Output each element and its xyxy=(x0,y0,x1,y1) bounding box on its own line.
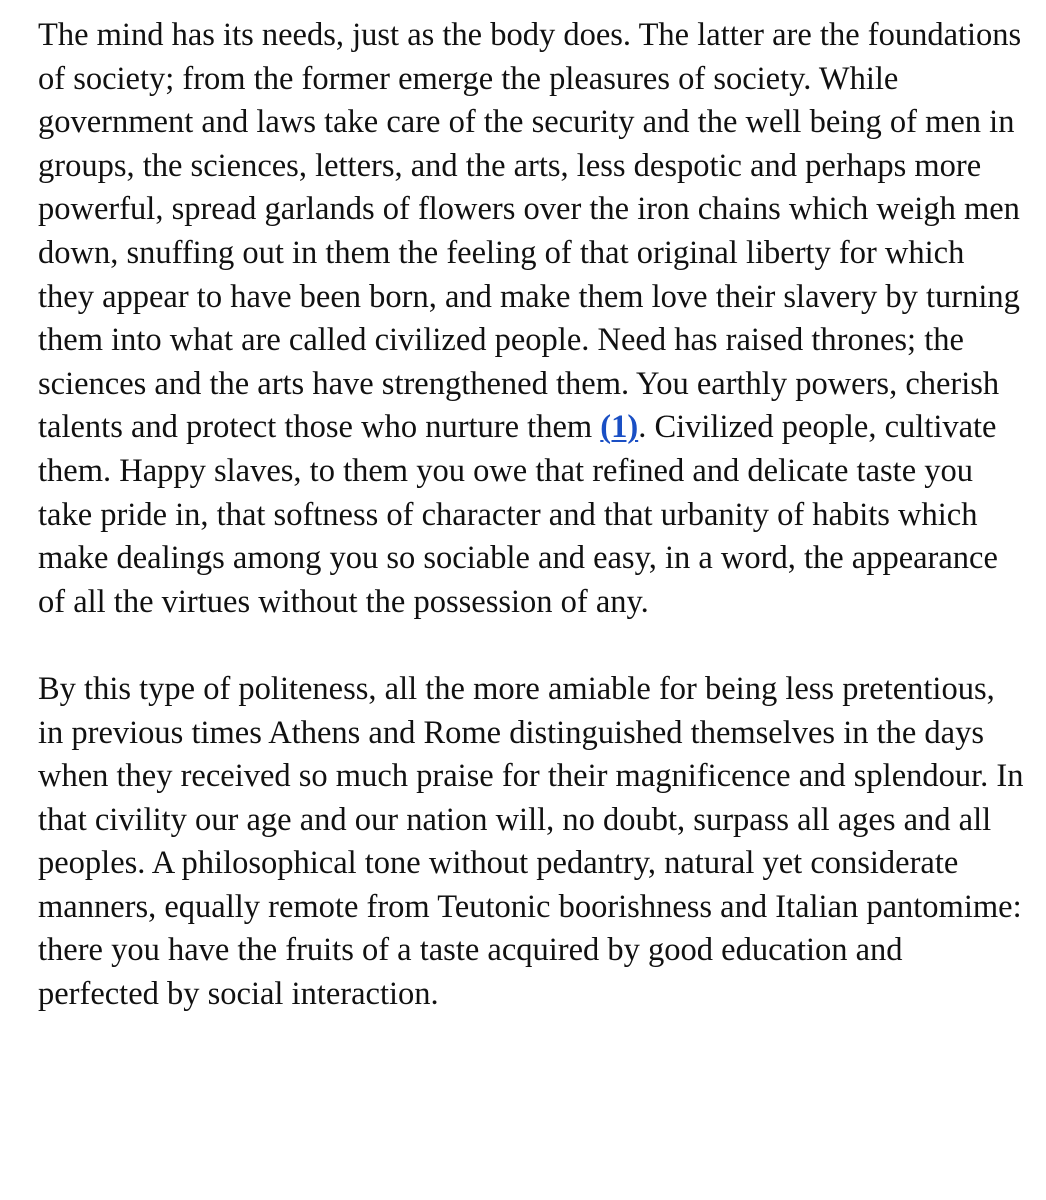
footnote-link-1[interactable]: (1) xyxy=(600,409,639,446)
paragraph-1-text-end: . Civilized people, cultivate them. Happy slaves, to them you owe that refined and delicate taste you take pride in, that softness of character and that urbanity of habits which make dealings among you so sociable and easy, in a word, the appearance of all the virtues without the possession of any. xyxy=(38,409,998,620)
paragraph-1-text-start: The mind has its needs, just as the body does. The latter are the foundations of society; from the former emerge the pleasures of society. While government and laws take care of the security and the well being of men in groups, the sciences, letters, and the arts, less despotic and perhaps more powerful, spread garlands of flowers over the iron chains which weigh men down, snuffing out in them the feeling of that original liberty for which they appear to have been born, and make them love their slavery by turning them into what are called civilized people. Need has raised thrones; the sciences and the arts have strengthened them. You earthly powers, cherish talents and protect those who nurture them xyxy=(38,17,1022,446)
paragraph-1 xyxy=(38,14,1028,624)
paragraph-2: By this type of politeness, all the more amiable for being less pretentious, in previous times Athens and Rome distinguished themselves in the days when they received so much praise for their magnificence and splendour. In that civility our age and our nation will, no doubt, surpass all ages and all peoples. A philosophical tone without pedantry, natural yet considerate manners, equally remote from Teutonic boorishness and Italian pantomime: there you have the fruits of a taste acquired by good education and perfected by social interaction. xyxy=(38,670,1024,1013)
document-body xyxy=(38,14,1028,1017)
